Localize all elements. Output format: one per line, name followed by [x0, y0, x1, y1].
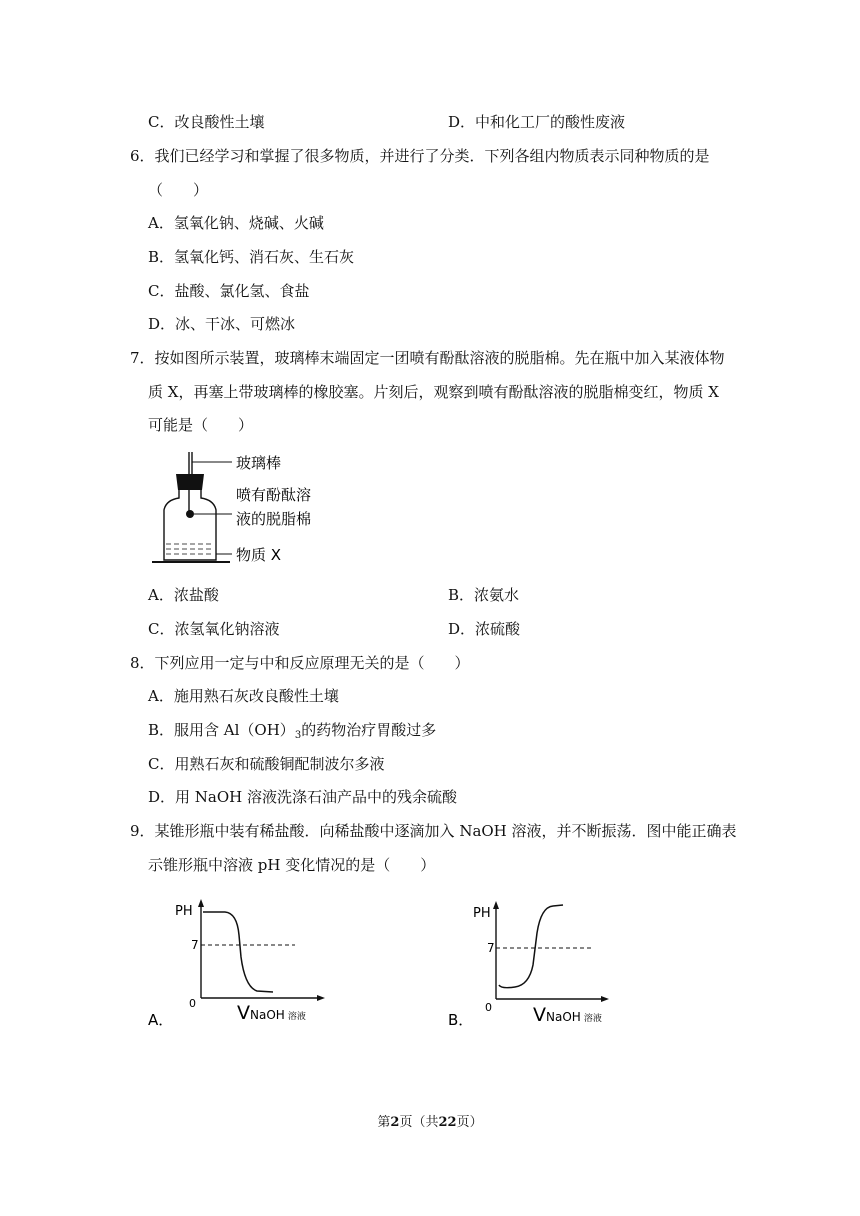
question-7-stem-line-3: 可能是（ ）: [148, 416, 254, 434]
question-6-option-a: A．氢氧化钠、烧碱、火碱: [148, 214, 324, 232]
graph-b-x-axis-label: VNaOH 溶液: [533, 1004, 602, 1026]
cotton-ball: [186, 510, 194, 518]
question-7-option-a: A．浓盐酸: [148, 586, 219, 604]
question-6-option-c: C．盐酸、氯化氢、食盐: [148, 282, 310, 300]
graph-b-origin: 0: [485, 1001, 492, 1014]
graph-a-option-label: A．: [148, 1011, 174, 1029]
question-7-option-d: D．浓硫酸: [448, 620, 521, 638]
question-8-option-d: D．用 NaOH 溶液洗涤石油产品中的残余硫酸: [148, 788, 458, 806]
graph-a-curve: [203, 912, 273, 992]
graph-a-y-axis-label: PH: [175, 904, 193, 919]
graph-a-x-axis-label: VNaOH 溶液: [237, 1002, 306, 1024]
option-d: D．中和化工厂的酸性废液: [448, 113, 626, 131]
bottle-apparatus-figure: [148, 448, 348, 570]
question-7-option-c: C．浓氢氧化钠溶液: [148, 620, 280, 638]
page-number: 2: [390, 1115, 400, 1130]
graph-b: [445, 895, 645, 1035]
question-7-stem-line-2: 质 X，再塞上带玻璃棒的橡胶塞。片刻后，观察到喷有酚酞溶液的脱脂棉变红，物质 X: [148, 383, 719, 401]
question-8-option-c: C．用熟石灰和硫酸铜配制波尔多液: [148, 755, 385, 773]
graph-b-y-axis-label: PH: [473, 906, 491, 921]
page-footer: 第2页（共22页）: [377, 1115, 483, 1130]
question-6-option-b: B．氢氧化钙、消石灰、生石灰: [148, 248, 355, 266]
question-8-stem: 8．下列应用一定与中和反应原理无关的是（ ）: [130, 654, 470, 672]
liquid-x: [166, 544, 214, 554]
graph-b-y-tick-7: 7: [487, 941, 495, 955]
question-8-option-b: B．服用含 $Al(OH)_3$的药物治疗胃酸过多: [148, 721, 437, 741]
question-7-stem-line-1: 7．按如图所示装置，玻璃棒末端固定一团喷有酚酞溶液的脱脂棉。先在瓶中加入某液体物: [130, 349, 725, 367]
option-c: C．改良酸性土壤: [148, 113, 265, 131]
graph-a: [145, 895, 345, 1035]
question-7-option-b: B．浓氨水: [448, 586, 520, 604]
graph-a-y-tick-7: 7: [191, 938, 199, 952]
graph-b-option-label: B．: [448, 1011, 474, 1029]
graph-a-origin: 0: [189, 997, 196, 1010]
question-6-blank: （ ）: [148, 181, 209, 199]
label-substance-x: 物质 X: [236, 546, 282, 564]
question-6-stem: 6．我们已经学习和掌握了很多物质，并进行了分类．下列各组内物质表示同种物质的是: [130, 147, 710, 165]
label-cotton-line-2: 液的脱脂棉: [236, 510, 312, 528]
question-6-option-d: D．冰、干冰、可燃冰: [148, 315, 296, 333]
graph-b-curve: [499, 905, 563, 988]
label-glass-rod: 玻璃棒: [236, 454, 282, 472]
rubber-stopper: [176, 474, 204, 490]
question-9-stem-line-2: 示锥形瓶中溶液 pH 变化情况的是（ ）: [148, 856, 436, 874]
question-9-stem-line-1: 9．某锥形瓶中装有稀盐酸．向稀盐酸中逐滴加入 NaOH 溶液，并不断振荡．图中能正确表: [130, 822, 737, 840]
question-8-option-a: A．施用熟石灰改良酸性土壤: [148, 687, 339, 705]
page-total: 22: [438, 1115, 457, 1130]
label-cotton-line-1: 喷有酚酞溶: [236, 486, 312, 504]
